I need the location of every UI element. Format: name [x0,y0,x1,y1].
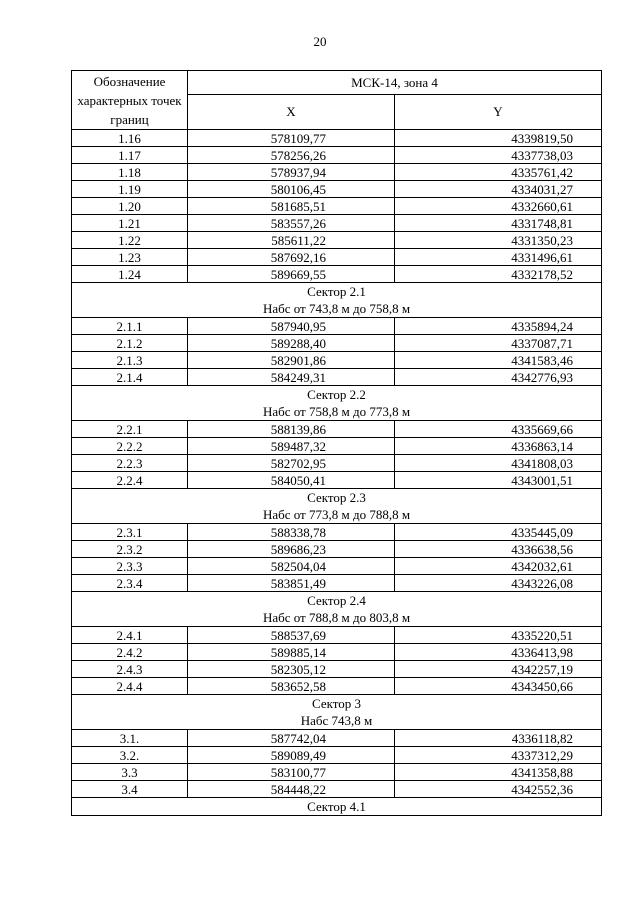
y-coordinate-cell: 4336413,98 [395,644,602,661]
sector-header [72,489,602,524]
table-row [72,198,602,215]
x-coordinate-cell: 584050,41 [188,472,395,489]
sector-title: Сектор 2.4 [307,593,366,608]
y-coordinate-cell: 4341583,46 [395,352,602,369]
x-coordinate-cell: 582305,12 [188,661,395,678]
x-coordinate-cell: 578109,77 [188,130,395,147]
x-column-header: X [188,94,395,129]
point-id-cell: 2.3.4 [72,575,188,592]
y-coordinate-cell: 4342776,93 [395,369,602,386]
sector-header-row [72,489,602,524]
x-coordinate-cell: 589686,23 [188,541,395,558]
point-id-cell: 2.1.3 [72,352,188,369]
x-coordinate-cell: 580106,45 [188,181,395,198]
table-row [72,455,602,472]
table-header [72,71,602,130]
sector-title: Сектор 2.3 [307,490,366,505]
sector-header [72,386,602,421]
sector-header [72,695,602,730]
y-coordinate-cell: 4331496,61 [395,249,602,266]
sector-header-row [72,386,602,421]
table-body [72,130,602,816]
y-coordinate-cell: 4337738,03 [395,147,602,164]
point-id-cell: 3.4 [72,781,188,798]
y-coordinate-cell: 4336118,82 [395,730,602,747]
y-coordinate-cell: 4337087,71 [395,335,602,352]
page-number: 20 [313,34,327,49]
point-id-cell: 3.3 [72,764,188,781]
y-coordinate-cell: 4339819,50 [395,130,602,147]
x-coordinate-cell: 584448,22 [188,781,395,798]
table-row [72,232,602,249]
x-coordinate-cell: 585611,22 [188,232,395,249]
x-coordinate-cell: 589487,32 [188,438,395,455]
y-coordinate-cell: 4343001,51 [395,472,602,489]
point-id-cell: 2.3.2 [72,541,188,558]
coordinate-system-header: МСК-14, зона 4 [188,71,602,95]
y-coordinate-cell: 4335761,42 [395,164,602,181]
table-row [72,558,602,575]
y-coordinate-cell: 4332178,52 [395,266,602,283]
y-coordinate-cell: 4334031,27 [395,181,602,198]
y-coordinate-cell: 4342032,61 [395,558,602,575]
point-id-cell: 2.2.4 [72,472,188,489]
table-row [72,164,602,181]
table-row [72,661,602,678]
y-coordinate-cell: 4337312,29 [395,747,602,764]
table-row [72,266,602,283]
point-id-cell: 1.20 [72,198,188,215]
table-row [72,781,602,798]
table-row [72,352,602,369]
x-coordinate-cell: 588338,78 [188,524,395,541]
y-coordinate-cell: 4343450,66 [395,678,602,695]
point-id-cell: 2.4.4 [72,678,188,695]
x-coordinate-cell: 582702,95 [188,455,395,472]
y-column-header: Y [395,94,602,129]
table-row [72,335,602,352]
x-coordinate-cell: 583557,26 [188,215,395,232]
point-id-cell: 1.17 [72,147,188,164]
x-coordinate-cell: 588139,86 [188,421,395,438]
table-row [72,678,602,695]
table-row [72,747,602,764]
table-row [72,249,602,266]
table-row [72,575,602,592]
point-id-cell: 2.4.1 [72,627,188,644]
y-coordinate-cell: 4331350,23 [395,232,602,249]
sector-header [72,592,602,627]
y-coordinate-cell: 4342257,19 [395,661,602,678]
point-id-cell: 2.4.2 [72,644,188,661]
x-coordinate-cell: 583652,58 [188,678,395,695]
point-id-cell: 3.2. [72,747,188,764]
point-id-cell: 1.21 [72,215,188,232]
table-row [72,524,602,541]
table-row [72,369,602,386]
coordinates-table [71,70,602,816]
x-coordinate-cell: 583851,49 [188,575,395,592]
sector-header-row [72,283,602,318]
y-coordinate-cell: 4343226,08 [395,575,602,592]
table-row [72,644,602,661]
sector-header-row [72,695,602,730]
table-row [72,181,602,198]
x-coordinate-cell: 589885,14 [188,644,395,661]
x-coordinate-cell: 582504,04 [188,558,395,575]
table-row [72,438,602,455]
point-id-cell: 2.1.4 [72,369,188,386]
point-id-cell: 1.18 [72,164,188,181]
y-coordinate-cell: 4335669,66 [395,421,602,438]
x-coordinate-cell: 587940,95 [188,318,395,335]
sector-header [72,283,602,318]
table-row [72,764,602,781]
x-coordinate-cell: 589669,55 [188,266,395,283]
table-row [72,730,602,747]
sector-header-row [72,798,602,816]
point-id-cell: 1.19 [72,181,188,198]
x-coordinate-cell: 589089,49 [188,747,395,764]
table-row [72,130,602,147]
table-row [72,541,602,558]
sector-title: Сектор 2.1 [307,284,366,299]
y-coordinate-cell: 4335445,09 [395,524,602,541]
sector-title: Сектор 2.2 [307,387,366,402]
sector-header [72,798,602,816]
table-row [72,421,602,438]
x-coordinate-cell: 587742,04 [188,730,395,747]
point-id-cell: 2.4.3 [72,661,188,678]
y-coordinate-cell: 4335894,24 [395,318,602,335]
point-id-cell: 2.1.2 [72,335,188,352]
point-id-cell: 2.3.1 [72,524,188,541]
point-id-cell: 1.23 [72,249,188,266]
x-coordinate-cell: 582901,86 [188,352,395,369]
point-id-cell: 1.24 [72,266,188,283]
point-id-cell: 3.1. [72,730,188,747]
point-id-cell: 1.22 [72,232,188,249]
table-row [72,147,602,164]
sector-title: Сектор 3 [311,696,361,711]
point-id-cell: 2.1.1 [72,318,188,335]
y-coordinate-cell: 4341358,88 [395,764,602,781]
point-id-cell: 2.2.2 [72,438,188,455]
sector-elevation: Набс 743,8 м [300,713,373,728]
sector-elevation: Набс от 788,8 м до 803,8 м [262,610,411,625]
point-id-cell: 2.3.3 [72,558,188,575]
sector-elevation: Набс от 743,8 м до 758,8 м [262,301,411,316]
table-row [72,627,602,644]
point-label-header: Обозначение характерных точек границ [72,71,188,130]
y-coordinate-cell: 4335220,51 [395,627,602,644]
x-coordinate-cell: 584249,31 [188,369,395,386]
sector-header-row [72,592,602,627]
sector-elevation: Набс от 773,8 м до 788,8 м [262,507,411,522]
y-coordinate-cell: 4336638,56 [395,541,602,558]
point-id-cell: 2.2.3 [72,455,188,472]
table-row [72,472,602,489]
y-coordinate-cell: 4336863,14 [395,438,602,455]
sector-elevation: Набс от 758,8 м до 773,8 м [262,404,411,419]
table-row [72,318,602,335]
y-coordinate-cell: 4331748,81 [395,215,602,232]
x-coordinate-cell: 578256,26 [188,147,395,164]
y-coordinate-cell: 4341808,03 [395,455,602,472]
x-coordinate-cell: 583100,77 [188,764,395,781]
sector-title: Сектор 4.1 [307,799,366,814]
x-coordinate-cell: 589288,40 [188,335,395,352]
point-id-cell: 1.16 [72,130,188,147]
table-row [72,215,602,232]
x-coordinate-cell: 587692,16 [188,249,395,266]
y-coordinate-cell: 4332660,61 [395,198,602,215]
point-id-cell: 2.2.1 [72,421,188,438]
y-coordinate-cell: 4342552,36 [395,781,602,798]
x-coordinate-cell: 581685,51 [188,198,395,215]
x-coordinate-cell: 578937,94 [188,164,395,181]
x-coordinate-cell: 588537,69 [188,627,395,644]
